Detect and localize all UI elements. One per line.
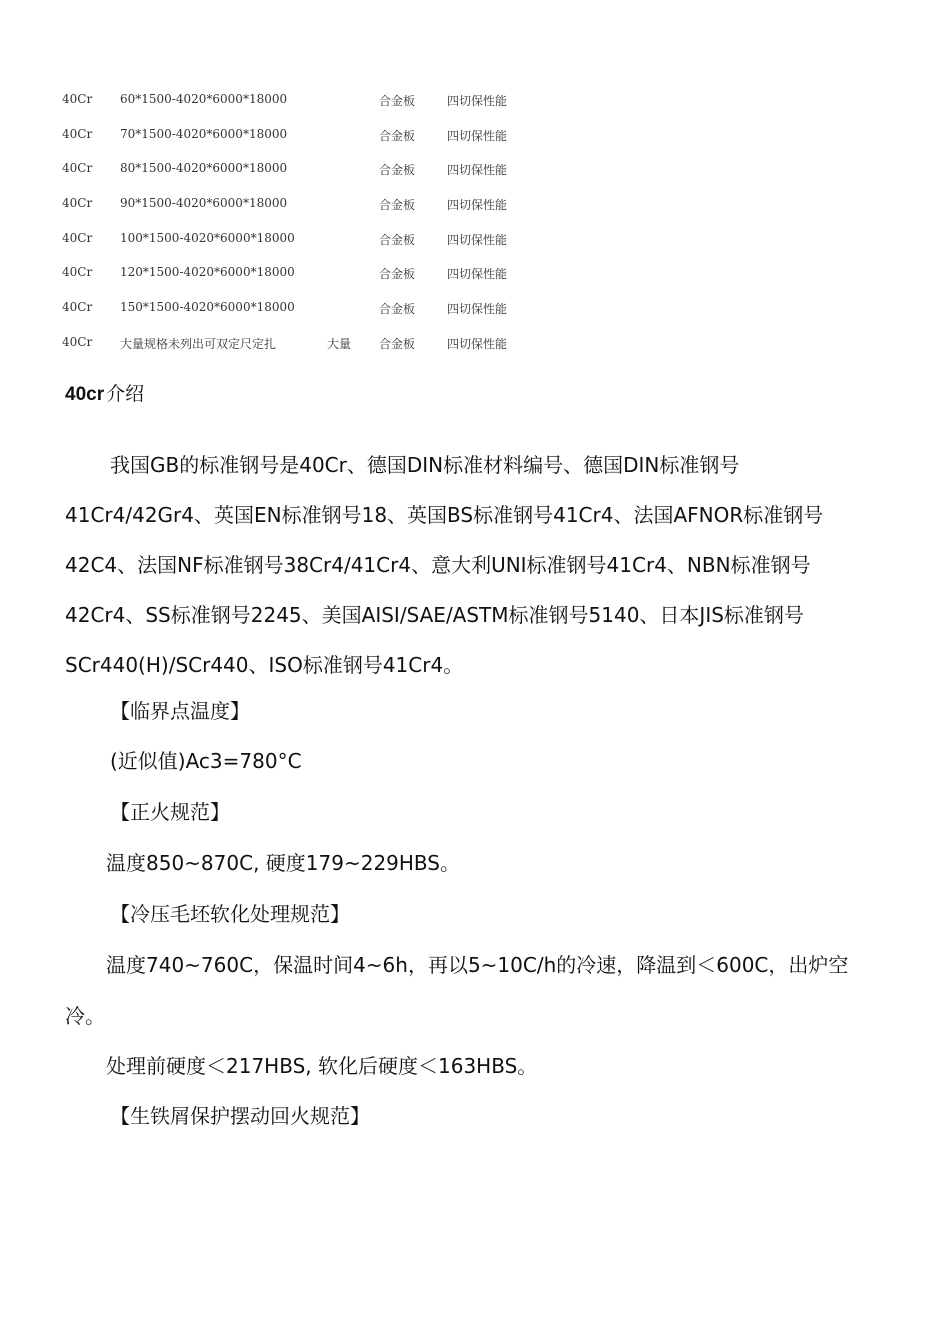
table-row <box>62 294 542 329</box>
cell-note: 四切保性能 <box>447 302 508 317</box>
cell-size: 150*1500-4020*6000*18000 <box>120 300 295 315</box>
cell-grade: 40Cr <box>62 196 93 211</box>
cell-size: 大量规格未列出可双定尺定扎 <box>120 336 277 351</box>
table-row <box>62 190 542 225</box>
section-title <box>65 379 144 406</box>
cell-grade: 40Cr <box>62 230 93 245</box>
table-row <box>62 86 542 121</box>
cell-note: 四切保性能 <box>447 198 508 213</box>
cell-size: 120*1500-4020*6000*18000 <box>120 265 295 280</box>
intro-paragraph: 我国GB的标准钢号是40Cr、德国DIN标准材料编号、德国DIN标准钢号41Cr4/42Gr4、英国EN标准钢号18、英国BS标准钢号41Cr4、法国AFNOR标准钢号42C4、法国NF标准钢号38Cr4/41Cr4、意大利UNI标准钢号41Cr4、NBN标准钢号42Cr4、SS标准钢号2245、美国AISI/SAE/ASTM标准钢号5140、日本JIS标准钢号SCr440(H)/SCr440、ISO标准钢号41Cr4。 <box>65 453 824 677</box>
softening-value-line-1: 温度740~760C，保温时间4~6h，再以5~10C/h的冷速，降温到＜600C，出炉空 <box>106 953 849 977</box>
cell-type: 合金板 <box>379 267 416 282</box>
cell-note: 四切保性能 <box>447 336 508 351</box>
cell-note: 四切保性能 <box>447 128 508 143</box>
cell-type: 合金板 <box>379 163 416 178</box>
cell-type: 合金板 <box>379 302 416 317</box>
normalizing-heading: 【正火规范】 <box>110 800 230 824</box>
critical-point-heading: 【临界点温度】 <box>110 699 250 723</box>
critical-point-value: (近似值)Ac3=780°C <box>110 749 302 773</box>
cell-size: 100*1500-4020*6000*18000 <box>120 230 295 245</box>
cell-type: 合金板 <box>379 94 416 108</box>
softening-value-line-2: 冷。 <box>65 1004 105 1028</box>
softening-heading: 【冷压毛坯软化处理规范】 <box>110 902 350 926</box>
section-title-cjk: 介绍 <box>106 383 145 405</box>
cell-type: 合金板 <box>379 128 416 143</box>
spec-table <box>62 86 542 364</box>
cell-note: 四切保性能 <box>447 267 508 282</box>
cell-type: 合金板 <box>379 336 416 351</box>
cell-grade: 40Cr <box>62 126 93 141</box>
table-row <box>62 225 542 260</box>
cell-type: 合金板 <box>379 198 416 213</box>
cell-grade: 40Cr <box>62 334 93 349</box>
tempering-heading: 【生铁屑保护摆动回火规范】 <box>110 1104 370 1128</box>
section-title-latin: 40cr <box>65 384 105 405</box>
table-row <box>62 259 542 294</box>
normalizing-value: 温度850~870C, 硬度179~229HBS。 <box>106 851 460 875</box>
cell-grade: 40Cr <box>62 300 93 315</box>
table-row <box>62 155 542 190</box>
hardness-value: 处理前硬度＜217HBS, 软化后硬度＜163HBS。 <box>106 1054 538 1078</box>
table-row <box>62 121 542 156</box>
cell-size: 60*1500-4020*6000*18000 <box>120 92 288 106</box>
table-row <box>62 329 542 364</box>
cell-grade: 40Cr <box>62 92 93 106</box>
cell-qty: 大量 <box>327 336 352 351</box>
cell-type: 合金板 <box>379 232 416 247</box>
cell-size: 90*1500-4020*6000*18000 <box>120 196 288 211</box>
cell-grade: 40Cr <box>62 265 93 280</box>
cell-size: 80*1500-4020*6000*18000 <box>120 161 288 176</box>
cell-size: 70*1500-4020*6000*18000 <box>120 126 288 141</box>
cell-note: 四切保性能 <box>447 163 508 178</box>
cell-note: 四切保性能 <box>447 94 508 108</box>
cell-grade: 40Cr <box>62 161 93 176</box>
cell-note: 四切保性能 <box>447 232 508 247</box>
